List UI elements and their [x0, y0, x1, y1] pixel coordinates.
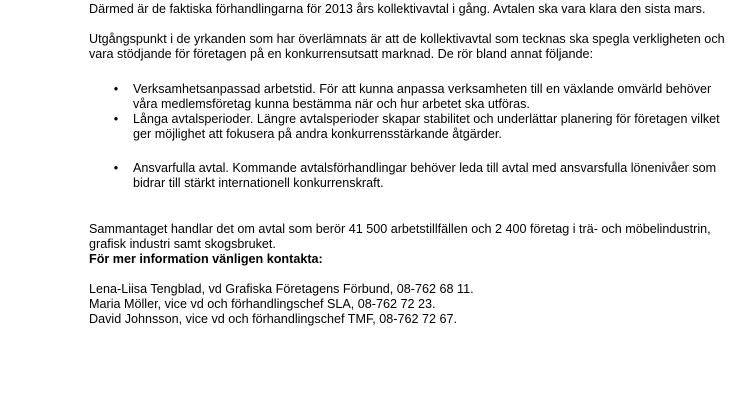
document-page	[89, 2, 739, 327]
bullet-icon: •	[113, 161, 119, 175]
contact-line: Maria Möller, vice vd och förhandlingschef SLA, 08-762 72 23.	[89, 297, 436, 311]
list-item-text: Ansvarfulla avtal. Kommande avtalsförhandlingar behöver leda till avtal med ansvarsfulla lönenivåer som bidrar till stärkt internationell konkurrenskraft.	[133, 161, 717, 190]
spacer	[89, 191, 739, 222]
bullet-icon: •	[113, 112, 119, 126]
summary-paragraph: Sammantaget handlar det om avtal som berör 41 500 arbetstillfällen och 2 400 företag i trä- och möbelindustrin, grafisk industri samt skogsbruket.	[89, 222, 711, 251]
list-item-text: Verksamhetsanpassad arbetstid. För att kunna anpassa verksamheten till en växlande omvärld behöver våra medlemsföretag kunna bestämma när och hur arbetet ska utföras.	[133, 82, 712, 111]
list-item	[89, 82, 723, 112]
spacer	[89, 267, 739, 282]
bullet-icon: •	[113, 82, 119, 96]
contact-line: David Johnsson, vice vd och förhandlingschef TMF, 08-762 72 67.	[89, 312, 457, 326]
list-item	[89, 161, 723, 191]
intro-paragraph: Därmed är de faktiska förhandlingarna för 2013 års kollektivavtal i gång. Avtalen ska vara klara den sista mars.	[89, 2, 706, 16]
list-item	[89, 112, 723, 142]
contact-line: Lena-Liisa Tengblad, vd Grafiska Företagens Förbund, 08-762 68 11.	[89, 282, 474, 296]
demands-paragraph: Utgångspunkt i de yrkanden som har överlämnats är att de kollektivavtal som tecknas ska spegla verkligheten och vara stödjande för företagen på en konkurrensutsatt marknad. De rör bland annat följande:	[89, 32, 725, 61]
contact-heading: För mer information vänligen kontakta:	[89, 252, 323, 266]
demands-list	[89, 82, 739, 191]
list-item-text: Långa avtalsperioder. Längre avtalsperioder skapar stabilitet och underlättar planering för företagen vilket ger möjlighet att fokusera på andra konkurrensstärkande åtgärder.	[133, 112, 720, 141]
spacer	[89, 62, 739, 82]
contact-list	[89, 282, 739, 327]
spacer	[89, 17, 739, 32]
